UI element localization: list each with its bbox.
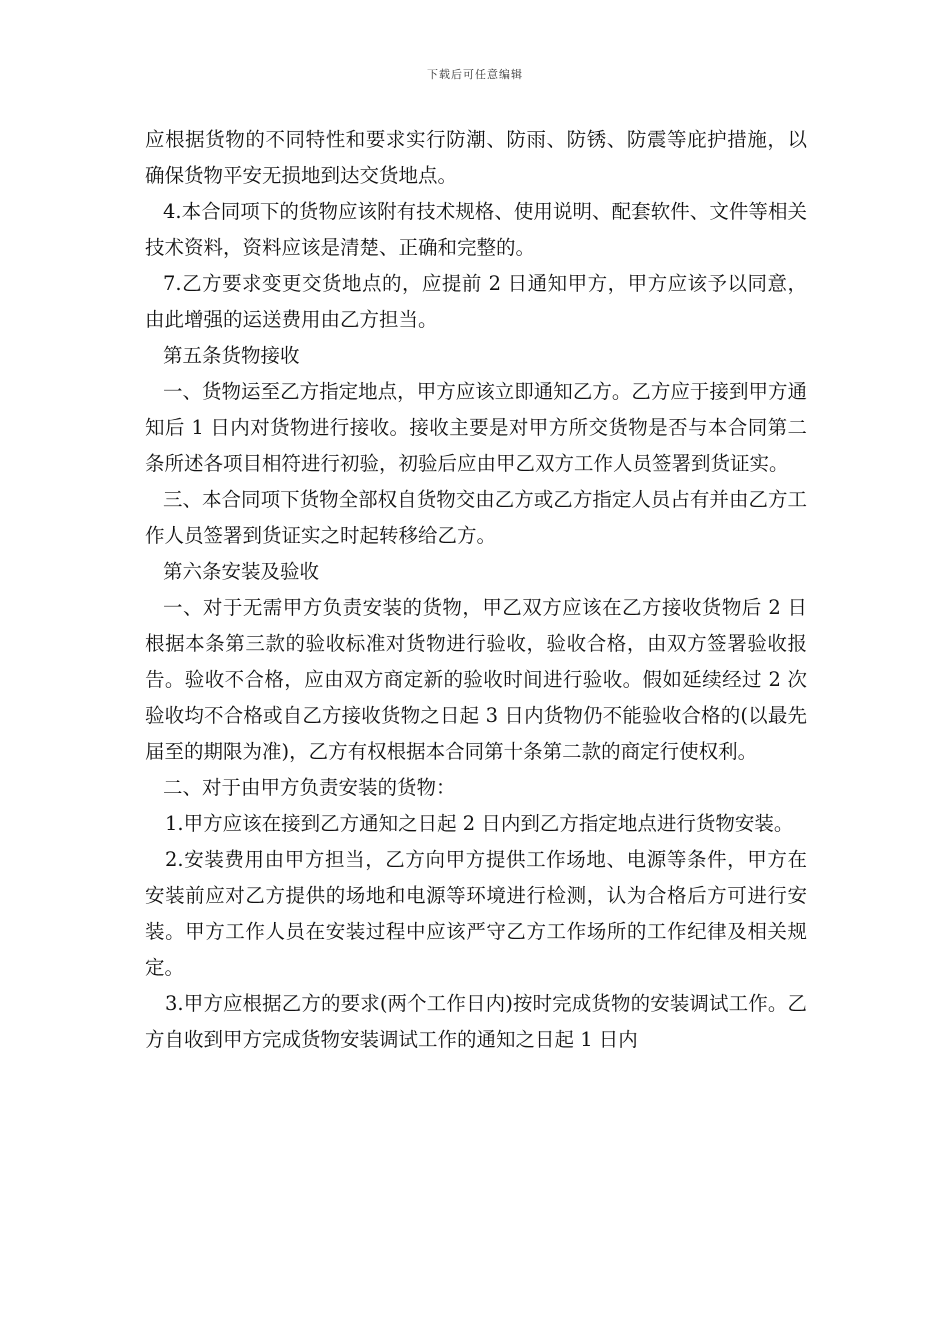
document-body (145, 122, 807, 1058)
paragraph-article-5-item-1: 一、货物运至乙方指定地点，甲方应该立即通知乙方。乙方应于接到甲方通知后 1 日内对货物进行接收。接收主要是对甲方所交货物是否与本合同第二条所述各项目相符进行初验，初验后应由甲乙双方工作人员签署到货证实。 (145, 380, 807, 475)
paragraph-article-5-item-3: 三、本合同项下货物全部权自货物交由乙方或乙方指定人员占有并由乙方工作人员签署到货证实之时起转移给乙方。 (145, 488, 807, 547)
paragraph-article-6-item-1: 一、对于无需甲方负责安装的货物，甲乙双方应该在乙方接收货物后 2 日根据本条第三款的验收标准对货物进行验收，验收合格，由双方签署验收报告。验收不合格，应由双方商定新的验收时间进行验收。假如延续经过 2 次验收均不合格或自乙方接收货物之日起 3 日内货物仍不能验收合格的(以最先届至的期限为准)，乙方有权根据本合同第十条第二款的商定行使权利。 (145, 596, 807, 763)
paragraph-clause-7: 7.乙方要求变更交货地点的，应提前 2 日通知甲方，甲方应该予以同意，由此增强的运送费用由乙方担当。 (145, 272, 807, 331)
paragraph-protection-measures: 应根据货物的不同特性和要求实行防潮、防雨、防锈、防震等庇护措施，以确保货物平安无损地到达交货地点。 (145, 128, 807, 187)
section-heading-article-6: 第六条安装及验收 (163, 560, 320, 583)
paragraph-clause-4: 4.本合同项下的货物应该附有技术规格、使用说明、配套软件、文件等相关技术资料，资料应该是清楚、正确和完整的。 (145, 200, 807, 259)
section-heading-article-5: 第五条货物接收 (163, 344, 300, 367)
paragraph-installation-1: 1.甲方应该在接到乙方通知之日起 2 日内到乙方指定地点进行货物安装。 (165, 812, 794, 835)
paragraph-installation-2: 2.安装费用由甲方担当，乙方向甲方提供工作场地、电源等条件，甲方在安装前应对乙方提供的场地和电源等环境进行检测，认为合格后方可进行安装。甲方工作人员在安装过程中应该严守乙方工作场所的工作纪律及相关规定。 (145, 848, 807, 979)
page-header: 下载后可任意编辑 (427, 68, 523, 81)
paragraph-installation-3: 3.甲方应根据乙方的要求(两个工作日内)按时完成货物的安装调试工作。乙方自收到甲方完成货物安装调试工作的通知之日起 1 日内 (145, 992, 807, 1051)
paragraph-article-6-item-2: 二、对于由甲方负责安装的货物： (163, 776, 456, 799)
